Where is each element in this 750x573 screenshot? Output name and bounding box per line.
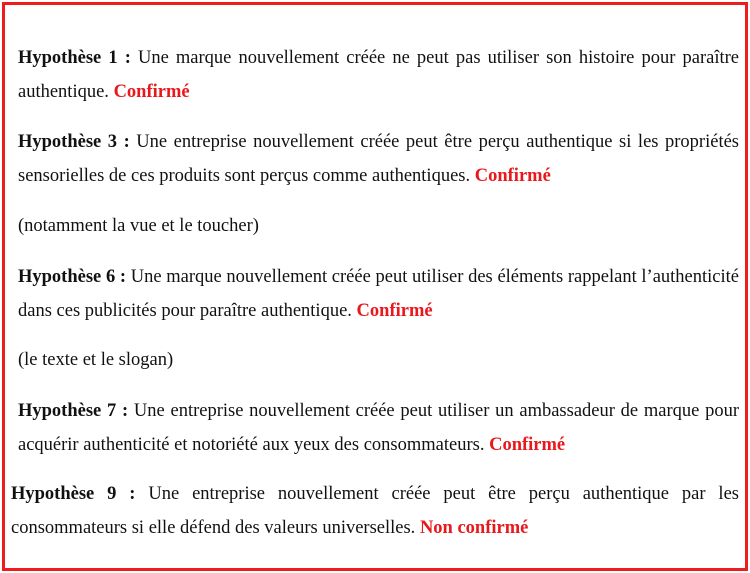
hypothesis-7 <box>18 394 739 462</box>
hypothesis-text: Une entreprise nouvellement créée peut être perçu authentique par les consommateurs si elle défend des valeurs universelles. <box>11 484 739 538</box>
hypothesis-3 <box>18 125 739 193</box>
hypothesis-label: Hypothèse 1 : <box>18 48 131 68</box>
status-badge: Confirmé <box>356 301 433 321</box>
status-badge: Confirmé <box>489 435 566 455</box>
hypothesis-3-note: (notamment la vue et le toucher) <box>18 216 259 236</box>
hypothesis-6-note: (le texte et le slogan) <box>18 350 174 370</box>
status-badge: Non confirmé <box>419 518 529 538</box>
hypothesis-label: Hypothèse 6 : <box>18 267 127 287</box>
status-badge: Confirmé <box>474 166 551 186</box>
hypothesis-text: Une marque nouvellement créée ne peut pas utiliser son histoire pour paraître authentique. <box>18 48 739 102</box>
hypothesis-label: Hypothèse 7 : <box>18 401 129 421</box>
status-badge: Confirmé <box>113 82 190 102</box>
hypothesis-9 <box>11 477 739 545</box>
hypothesis-text: Une marque nouvellement créée peut utiliser des éléments rappelant l’authenticité dans ces publicités pour paraître authentique. <box>18 267 739 321</box>
hypothesis-6 <box>18 260 739 328</box>
hypothesis-label: Hypothèse 3 : <box>18 132 130 152</box>
hypothesis-label: Hypothèse 9 : <box>11 484 136 504</box>
hypothesis-text: Une entreprise nouvellement créée peut utiliser un ambassadeur de marque pour acquérir authenticité et notoriété aux yeux des consommateurs. <box>18 401 739 455</box>
hypothesis-text: Une entreprise nouvellement créée peut être perçu authentique si les propriétés sensorielles de ces produits sont perçus comme authentiques. <box>18 132 739 186</box>
hypothesis-1 <box>18 41 739 109</box>
